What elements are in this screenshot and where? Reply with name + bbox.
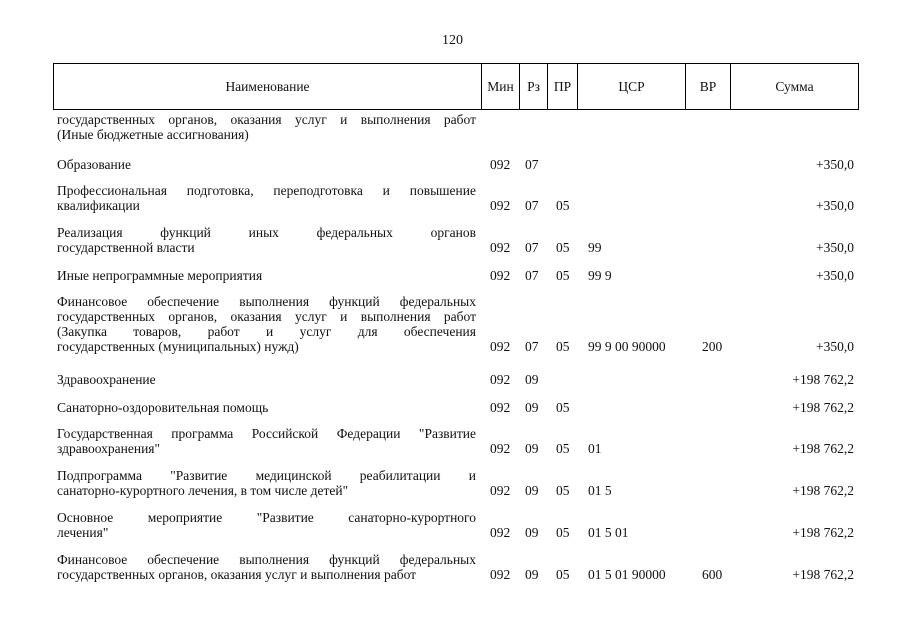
header-pr: ПР: [547, 64, 577, 109]
row-name-line: государственных органов, оказания услуг и выполнения работ: [57, 112, 476, 127]
row-name: [57, 294, 476, 354]
row-min: 092: [490, 372, 511, 387]
row-sum: +198 762,2: [792, 567, 854, 582]
header-csr: ЦСР: [577, 64, 685, 109]
row-vr: 200: [702, 339, 723, 354]
row-name-line: (Закупка товаров, работ и услуг для обеспечения: [57, 324, 476, 339]
row-name-line: Финансовое обеспечение выполнения функций федеральных: [57, 294, 476, 309]
row-csr: 99 9: [588, 268, 612, 283]
page-number: 120: [442, 33, 463, 48]
header-min: Мин: [481, 64, 519, 109]
row-min: 092: [490, 268, 511, 283]
row-pr: 05: [556, 400, 570, 415]
row-name: [57, 372, 476, 387]
row-pr: 05: [556, 567, 570, 582]
row-name: [57, 510, 476, 540]
table-row: [0, 112, 905, 142]
row-name: [57, 468, 476, 498]
row-name-line: квалификации: [57, 198, 140, 213]
row-name: [57, 157, 476, 172]
row-pr: 05: [556, 198, 570, 213]
row-rz: 07: [525, 157, 539, 172]
row-sum: +350,0: [816, 240, 854, 255]
row-sum: +198 762,2: [792, 525, 854, 540]
row-vr: 600: [702, 567, 723, 582]
row-csr: 99 9 00 90000: [588, 339, 666, 354]
row-min: 092: [490, 240, 511, 255]
row-name: [57, 268, 476, 283]
row-rz: 09: [525, 525, 539, 540]
row-pr: 05: [556, 525, 570, 540]
row-name-line: государственных (муниципальных) нужд): [57, 339, 299, 354]
row-min: 092: [490, 441, 511, 456]
row-sum: +350,0: [816, 268, 854, 283]
table-row: [0, 157, 905, 172]
row-pr: 05: [556, 441, 570, 456]
row-name-line: Государственная программа Российской Федерации "Развитие: [57, 426, 476, 441]
row-min: 092: [490, 157, 511, 172]
row-name-line: государственных органов, оказания услуг и выполнения работ: [57, 567, 417, 582]
row-name-line: (Иные бюджетные ассигнования): [57, 127, 249, 142]
table-row: [0, 400, 905, 415]
table-row: [0, 225, 905, 255]
row-name-line: Профессиональная подготовка, переподготовка и повышение: [57, 183, 476, 198]
header-name: Наименование: [225, 79, 310, 94]
row-rz: 09: [525, 567, 539, 582]
row-min: 092: [490, 567, 511, 582]
row-min: 092: [490, 400, 511, 415]
row-min: 092: [490, 339, 511, 354]
table-row: [0, 510, 905, 540]
row-name: [57, 225, 476, 255]
table-row: [0, 294, 905, 354]
row-rz: 09: [525, 400, 539, 415]
row-sum: +198 762,2: [792, 441, 854, 456]
row-rz: 07: [525, 198, 539, 213]
row-name-line: лечения": [57, 525, 109, 540]
row-name-line: Санаторно-оздоровительная помощь: [57, 400, 269, 415]
row-csr: 01 5: [588, 483, 612, 498]
row-name-line: Подпрограмма "Развитие медицинской реабилитации и: [57, 468, 476, 483]
row-csr: 01 5 01 90000: [588, 567, 666, 582]
header-rz: Рз: [519, 64, 547, 109]
row-rz: 09: [525, 441, 539, 456]
row-name: [57, 183, 476, 213]
row-sum: +350,0: [816, 198, 854, 213]
row-rz: 07: [525, 268, 539, 283]
row-name: [57, 400, 476, 415]
row-rz: 09: [525, 372, 539, 387]
row-name-line: санаторно-курортного лечения, в том числе детей": [57, 483, 349, 498]
row-pr: 05: [556, 268, 570, 283]
row-name-line: государственных органов, оказания услуг и выполнения работ: [57, 309, 476, 324]
row-rz: 09: [525, 483, 539, 498]
table-row: [0, 426, 905, 456]
row-name: [57, 426, 476, 456]
row-min: 092: [490, 483, 511, 498]
row-name-line: государственной власти: [57, 240, 195, 255]
row-sum: +198 762,2: [792, 372, 854, 387]
row-csr: 99: [588, 240, 602, 255]
row-rz: 07: [525, 240, 539, 255]
row-csr: 01 5 01: [588, 525, 629, 540]
row-csr: 01: [588, 441, 602, 456]
row-name-line: Реализация функций иных федеральных органов: [57, 225, 476, 240]
row-name: [57, 552, 476, 582]
row-name-line: Финансовое обеспечение выполнения функций федеральных: [57, 552, 476, 567]
row-name-line: Основное мероприятие "Развитие санаторно-курортного: [57, 510, 476, 525]
row-name-line: Иные непрограммные мероприятия: [57, 268, 263, 283]
row-rz: 07: [525, 339, 539, 354]
row-name: [57, 112, 476, 142]
row-min: 092: [490, 198, 511, 213]
table-row: [0, 268, 905, 283]
row-sum: +350,0: [816, 339, 854, 354]
row-min: 092: [490, 525, 511, 540]
row-pr: 05: [556, 240, 570, 255]
row-name-line: Здравоохранение: [57, 372, 156, 387]
table-row: [0, 372, 905, 387]
row-pr: 05: [556, 339, 570, 354]
row-name-line: Образование: [57, 157, 131, 172]
row-name-line: здравоохранения": [57, 441, 161, 456]
header-sum: Сумма: [730, 64, 858, 109]
table-row: [0, 183, 905, 213]
row-sum: +198 762,2: [792, 483, 854, 498]
row-pr: 05: [556, 483, 570, 498]
table-row: [0, 468, 905, 498]
row-sum: +198 762,2: [792, 400, 854, 415]
table-row: [0, 552, 905, 582]
row-sum: +350,0: [816, 157, 854, 172]
header-vr: ВР: [685, 64, 730, 109]
